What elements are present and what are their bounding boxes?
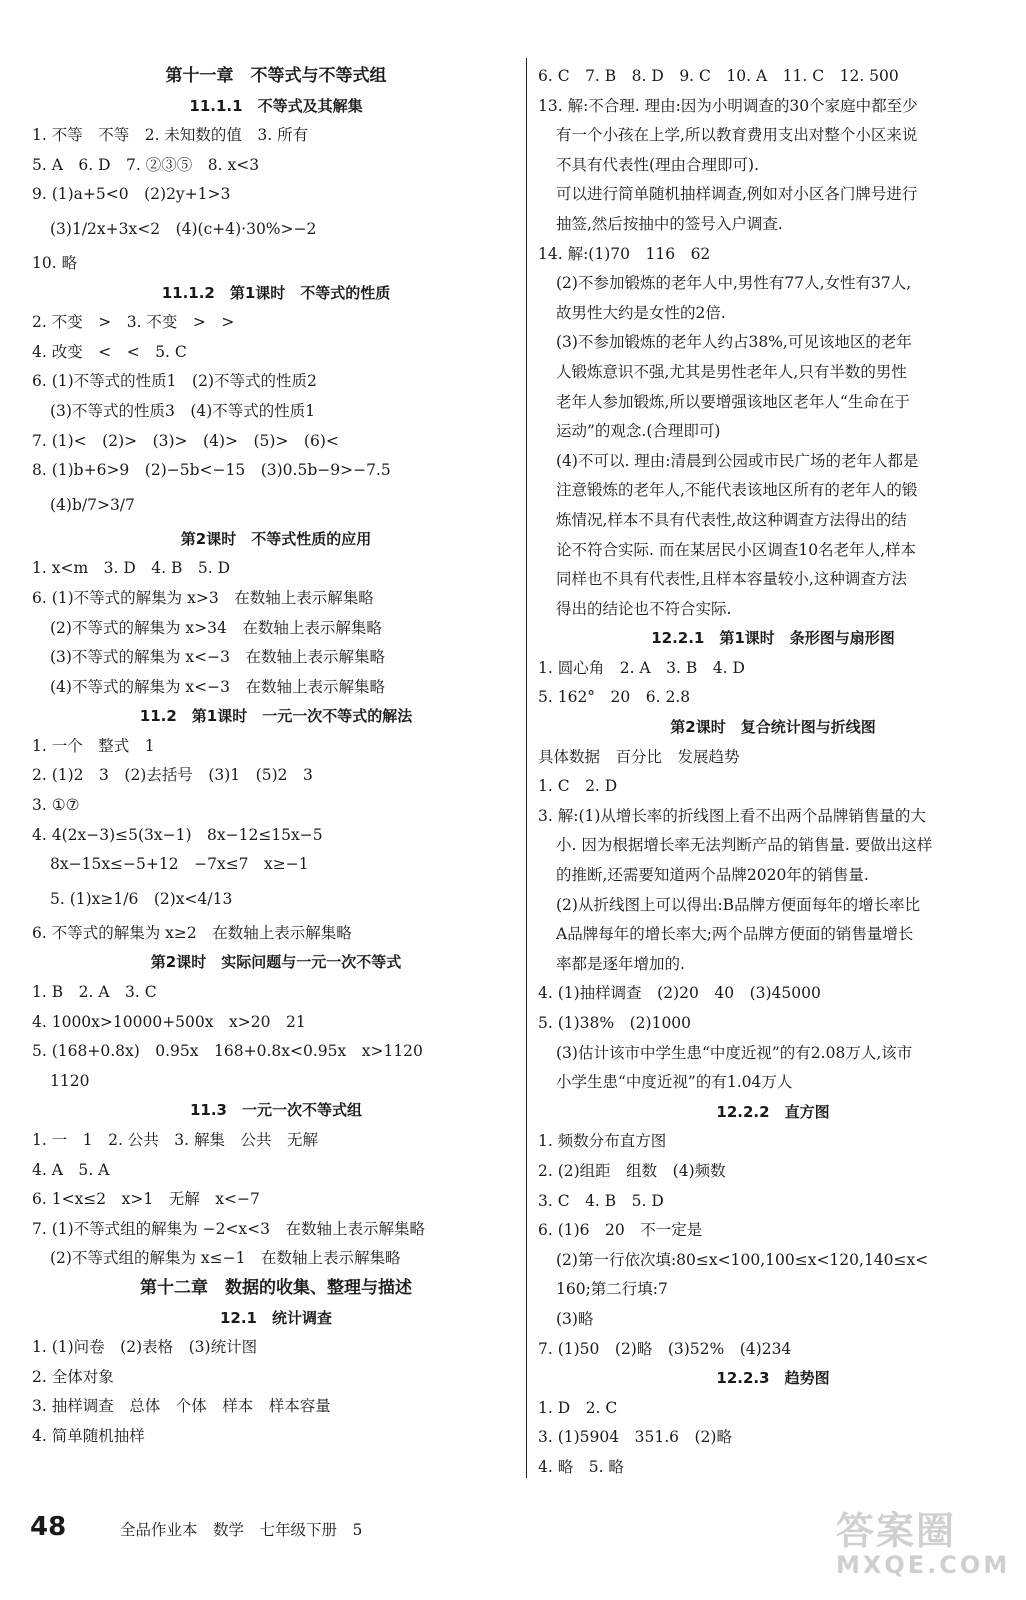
answer-line: 3. (1)5904 351.6 (2)略 xyxy=(538,1428,732,1447)
answer-line: 注意锻炼的老年人,不能代表该地区所有的老年人的锻 xyxy=(556,481,918,500)
answer-line: 论不符合实际. 而在某居民小区调查10名老年人,样本 xyxy=(556,540,917,559)
answer-line: 的推断,还需要知道两个品牌2020年的销售量. xyxy=(556,866,869,885)
answer-line: 3. 抽样调查 总体 个体 样本 样本容量 xyxy=(32,1397,331,1416)
answer-line: 1. 一 1 2. 公共 3. 解集 公共 无解 xyxy=(32,1131,319,1149)
answer-line: 5. A 6. D 7. ②③⑤ 8. x<3 xyxy=(32,155,260,174)
answer-line: 10. 略 xyxy=(32,253,78,272)
answer-line: 有一个小孩在上学,所以教育费用支出对整个小区来说 xyxy=(556,126,918,145)
answer-line: (3)1/2x+3x<2 (4)(c+4)·30%>−2 xyxy=(50,219,317,238)
answer-line: (3)不等式的解集为 x<−3 在数轴上表示解集略 xyxy=(50,648,385,667)
answer-line: 3. C 4. B 5. D xyxy=(538,1191,664,1210)
answer-line: 老年人参加锻炼,所以要增强该地区老年人“生命在于 xyxy=(556,392,910,411)
answer-line: A品牌每年的增长率大;两个品牌方便面的销售量增长 xyxy=(556,925,914,944)
answer-line: 7. (1)< (2)> (3)> (4)> (5)> (6)< xyxy=(32,431,339,450)
answer-line: 6. (1)不等式的解集为 x>3 在数轴上表示解集略 xyxy=(32,588,374,607)
answer-line: 4. 改变 < < 5. C xyxy=(32,342,187,361)
answer-line: 2. (2)组距 组数 (4)频数 xyxy=(538,1161,726,1180)
left-column xyxy=(32,62,520,1452)
answer-line: (2)第一行依次填:80≤x<100,100≤x<120,140≤x< xyxy=(556,1250,929,1269)
section-heading: 11.1.1 不等式及其解集 xyxy=(189,96,363,115)
answer-line: 1. B 2. A 3. C xyxy=(32,983,157,1002)
answer-line: (4)不可以. 理由:清晨到公园或市民广场的老年人都是 xyxy=(556,451,919,470)
answer-line: 6. C 7. B 8. D 9. C 10. A 11. C 12. 500 xyxy=(538,67,899,85)
section-heading: 第2课时 实际问题与一元一次不等式 xyxy=(150,953,402,972)
answer-line: 2. 不变 > 3. 不变 > > xyxy=(32,313,235,332)
answer-line: 3. 解:(1)从增长率的折线图上看不出两个品牌销售量的大 xyxy=(538,806,926,825)
answer-line: 同样也不具有代表性,且样本容量较小,这种调查方法 xyxy=(556,570,907,589)
answer-line: (3)估计该市中学生患“中度近视”的有2.08万人,该市 xyxy=(556,1043,913,1062)
book-title: 全品作业本 数学 七年级下册 5 xyxy=(120,1521,363,1539)
answer-line: 8. (1)b+6>9 (2)−5b<−15 (3)0.5b−9>−7.5 xyxy=(32,461,391,480)
section-heading: 12.2.2 直方图 xyxy=(716,1102,830,1121)
answer-line: 13. 解:不合理. 理由:因为小明调查的30个家庭中都至少 xyxy=(538,96,918,115)
answer-line: 运动”的观念.(合理即可) xyxy=(556,422,721,441)
answer-line: 1. 圆心角 2. A 3. B 4. D xyxy=(538,658,745,677)
answer-line: 5. (1)38% (2)1000 xyxy=(538,1014,692,1032)
answer-line: (2)不参加锻炼的老年人中,男性有77人,女性有37人, xyxy=(556,274,912,293)
answer-line: 2. (1)2 3 (2)去括号 (3)1 (5)2 3 xyxy=(32,766,313,785)
answer-line: (2)不等式的解集为 x>34 在数轴上表示解集略 xyxy=(50,618,382,637)
answer-line: 160;第二行填:7 xyxy=(556,1280,668,1299)
answer-line: (4)b/7>3/7 xyxy=(50,495,135,514)
answer-line: 3. ①⑦ xyxy=(32,796,80,815)
section-heading: 11.1.2 第1课时 不等式的性质 xyxy=(161,283,391,302)
answer-line: 8x−15x≤−5+12 −7x≤7 x≥−1 xyxy=(50,855,309,874)
answer-line: 14. 解:(1)70 116 62 xyxy=(538,244,711,263)
answer-line: 6. (1)6 20 不一定是 xyxy=(538,1221,703,1240)
right-column xyxy=(538,62,1008,1483)
section-heading: 11.2 第1课时 一元一次不等式的解法 xyxy=(139,707,413,726)
section-heading: 第2课时 复合统计图与折线图 xyxy=(670,718,876,737)
column-divider xyxy=(526,58,527,1478)
answer-line: 4. A 5. A xyxy=(32,1160,110,1179)
answer-line: 4. 1000x>10000+500x x>20 21 xyxy=(32,1012,306,1031)
answer-line: 1. 频数分布直方图 xyxy=(538,1132,667,1151)
answer-line: 4. 4(2x−3)≤5(3x−1) 8x−12≤15x−5 xyxy=(32,825,323,844)
answer-line: 故男性大约是女性的2倍. xyxy=(556,303,726,322)
answer-line: 1. D 2. C xyxy=(538,1398,618,1417)
watermark-bottom: MXQE.COM xyxy=(836,1551,1011,1579)
answer-line: 4. 简单随机抽样 xyxy=(32,1426,145,1445)
section-heading: 12.1 统计调查 xyxy=(219,1308,332,1327)
section-heading: 12.2.1 第1课时 条形图与扇形图 xyxy=(651,629,895,648)
answer-line: 不具有代表性(理由合理即可). xyxy=(556,155,760,174)
answer-line: 小. 因为根据增长率无法判断产品的销售量. 要做出这样 xyxy=(556,836,933,855)
answer-line: 6. 不等式的解集为 x≥2 在数轴上表示解集略 xyxy=(32,923,352,942)
page-number: 48 xyxy=(30,1512,67,1542)
answer-line: 1. 不等 不等 2. 未知数的值 3. 所有 xyxy=(32,126,309,145)
answer-line: (3)略 xyxy=(556,1309,594,1328)
answer-line: 5. (1)x≥1/6 (2)x<4/13 xyxy=(50,889,233,908)
answer-line: 2. 全体对象 xyxy=(32,1367,114,1386)
answer-line: 4. 略 5. 略 xyxy=(538,1457,624,1476)
answer-line: 5. 162° 20 6. 2.8 xyxy=(538,688,691,707)
answer-line: 1. x<m 3. D 4. B 5. D xyxy=(32,559,231,578)
answer-line: (2)不等式组的解集为 x≤−1 在数轴上表示解集略 xyxy=(50,1249,401,1268)
answer-line: 6. 1<x≤2 x>1 无解 x<−7 xyxy=(32,1190,260,1209)
answer-line: 7. (1)不等式组的解集为 −2<x<3 在数轴上表示解集略 xyxy=(32,1219,426,1238)
answer-line: 具体数据 百分比 发展趋势 xyxy=(538,747,740,766)
answer-line: 得出的结论也不符合实际. xyxy=(556,599,732,618)
answer-line: 6. (1)不等式的性质1 (2)不等式的性质2 xyxy=(32,372,317,391)
answer-line: 7. (1)50 (2)略 (3)52% (4)234 xyxy=(538,1339,792,1358)
answer-line: 抽签,然后按抽中的签号入户调查. xyxy=(556,214,783,233)
answer-line: 炼情况,样本不具有代表性,故这种调查方法得出的结 xyxy=(556,510,907,529)
answer-line: (4)不等式的解集为 x<−3 在数轴上表示解集略 xyxy=(50,677,385,696)
section-heading: 第2课时 不等式性质的应用 xyxy=(180,529,372,548)
chapter-title: 第十二章 数据的收集、整理与描述 xyxy=(140,1277,412,1298)
watermark-top: 答案圈 xyxy=(836,1509,957,1553)
answer-line: 可以进行简单随机抽样调查,例如对小区各门牌号进行 xyxy=(556,185,918,204)
answer-line: 率都是逐年增加的. xyxy=(556,954,685,973)
section-heading: 12.2.3 趋势图 xyxy=(716,1369,830,1388)
watermark-logo xyxy=(836,1500,1011,1595)
answer-line: 人锻炼意识不强,尤其是男性老年人,只有半数的男性 xyxy=(556,362,907,381)
answer-line: 小学生患“中度近视”的有1.04万人 xyxy=(556,1073,793,1092)
answer-line: (3)不等式的性质3 (4)不等式的性质1 xyxy=(50,401,316,420)
answer-line: 9. (1)a+5<0 (2)2y+1>3 xyxy=(32,185,231,204)
answer-line: 1120 xyxy=(50,1071,90,1090)
answer-line: (3)不参加锻炼的老年人约占38%,可见该地区的老年 xyxy=(556,333,912,352)
answer-line: 1. 一个 整式 1 xyxy=(32,736,155,755)
answer-line: 5. (168+0.8x) 0.95x 168+0.8x<0.95x x>1120 xyxy=(32,1042,423,1061)
answer-line: 1. (1)问卷 (2)表格 (3)统计图 xyxy=(32,1338,258,1357)
answer-line: 1. C 2. D xyxy=(538,777,618,796)
section-heading: 11.3 一元一次不等式组 xyxy=(189,1101,362,1120)
answer-line: (2)从折线图上可以得出:B品牌方便面每年的增长率比 xyxy=(556,895,921,914)
answer-line: 4. (1)抽样调查 (2)20 40 (3)45000 xyxy=(538,984,821,1003)
chapter-title: 第十一章 不等式与不等式组 xyxy=(165,66,387,86)
